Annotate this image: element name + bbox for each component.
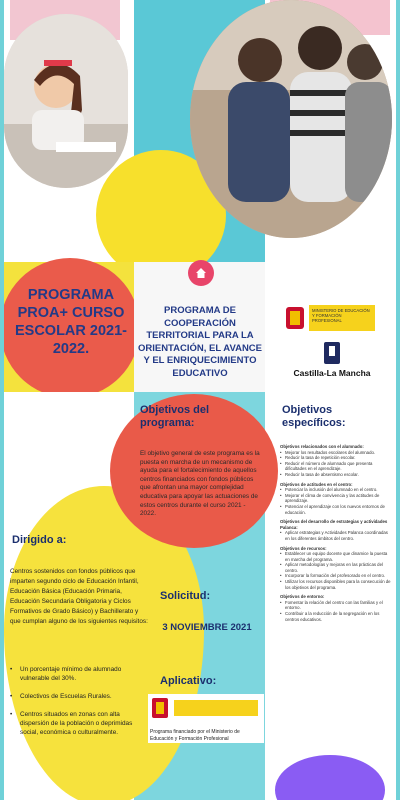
objectives-title: Objetivos del programa: (140, 404, 210, 429)
proa-title: PROGRAMA PROA+ CURSO ESCOLAR 2021-2022. (14, 287, 127, 357)
objective-group-heading: Objetivos del desarrollo de estrategias y actividades Palanca: (280, 519, 388, 530)
specific-objectives-list (280, 440, 392, 622)
jccm-logo (292, 340, 372, 384)
ministry-label: MINISTERIO DE EDUCACIÓN Y FORMACIÓN PROFESIONAL (309, 305, 375, 331)
objective-item: • Mejorar los resultados escolares del alumnado. (280, 450, 392, 456)
objective-group-heading: Objetivos de recursos: (280, 545, 327, 551)
students-group-photo (190, 0, 392, 238)
objectives-text: El objetivo general de este programa es la puesta en marcha de un mecanismo de ayuda para el fortalecimiento de aquellos centros financiados con fondos públicos que afrontan una mayor complejidad educativa para apoyar las actuaciones de estos centros durante el curso 2021 - 2022. (140, 450, 260, 518)
objective-item: • Reducir el número de alumnado que presenta dificultades en el aprendizaje. (280, 461, 392, 472)
objective-item: • Potenciar el aprendizaje con los nuevos entornos de educación. (280, 504, 392, 515)
ministry-logo (284, 303, 376, 333)
objective-item: • Incorporar la formación del profesorado en el centro. (280, 573, 392, 579)
objective-item: • Potenciar la inclusión del alumnado en el centro. (280, 487, 392, 493)
target-title: Dirigido a: (12, 534, 67, 546)
ministry-footer-icon (148, 694, 264, 724)
request-date: 3 NOVIEMBRE 2021 (162, 622, 252, 633)
objective-group-heading: Objetivos de actitudes en el centro: (280, 481, 353, 487)
specific-objectives-title: Objetivos específicos: (282, 404, 346, 429)
list-item: • Un porcentaje mínimo de alumnado vulnerable del 30%. (10, 665, 150, 683)
request-title: Solicitud: (160, 590, 211, 602)
objective-item: • Reducir la tasa de repetición escolar. (280, 455, 392, 461)
objective-item: • Mejorar el clima de convivencia y las actitudes de aprendizaje. (280, 493, 392, 504)
spain-coat-of-arms-icon (284, 305, 306, 331)
objective-item: • Fomentar la relación del centro con las familias y el entorno. (280, 600, 392, 611)
left-edge-stripe (0, 0, 4, 800)
target-text: Centros sostenidos con fondos públicos que imparten segundo ciclo de Educación Infantil, Educación Básica (Educación Primaria, Educación Secundaria Obligatoria y Ciclos Formativos de Grado Básico) y Bachillerato y que cumplan alguno de los siguientes requisitos: (10, 568, 148, 625)
app-title: Aplicativo: (160, 675, 217, 687)
program-title: PROGRAMA DE COOPERACIÓN TERRITORIAL PARA LA ORIENTACIÓN, EL AVANCE Y EL ENRIQUECIMIENTO EDUCATIVO (137, 305, 263, 379)
objective-item: • Aplicar estrategias y Actividades Palanca coordinadas en los diferentes ámbitos del centro. (280, 530, 392, 541)
jccm-emblem-icon (322, 340, 342, 366)
funding-note: Programa financiado por el Ministerio de Educación y Formación Profesional (148, 728, 264, 743)
list-item: • Colectivos de Escuelas Rurales. (10, 692, 150, 701)
list-item: • Centros situados en zonas con alta dispersión de la población o deprimidas social, económica o culturalmente. (10, 710, 150, 737)
objective-item: • Reducir la tasa de absentismo escolar. (280, 472, 392, 478)
home-icon[interactable] (188, 260, 214, 286)
jccm-label: Castilla-La Mancha (293, 368, 371, 378)
objective-item: • Contribuir a la reducción de la segregación en los centros educativos. (280, 611, 392, 622)
child-studying-photo (4, 14, 128, 188)
right-edge-stripe (396, 0, 400, 800)
objective-group-heading: Objetivos relacionados con el alumnado: (280, 444, 364, 449)
objective-item: • Establecer un equipo docente que dinamice la puesta en marcha del programa. (280, 551, 392, 562)
objective-group-heading: Objetivos de entorno: (280, 594, 325, 600)
target-requirements-list (10, 665, 150, 746)
objective-item: • Utilizar los recursos disponibles para la consecución de los objetivos del programa. (280, 579, 392, 590)
objective-item: • Aplicar metodologías y mejoras en las prácticas del centro. (280, 562, 392, 573)
